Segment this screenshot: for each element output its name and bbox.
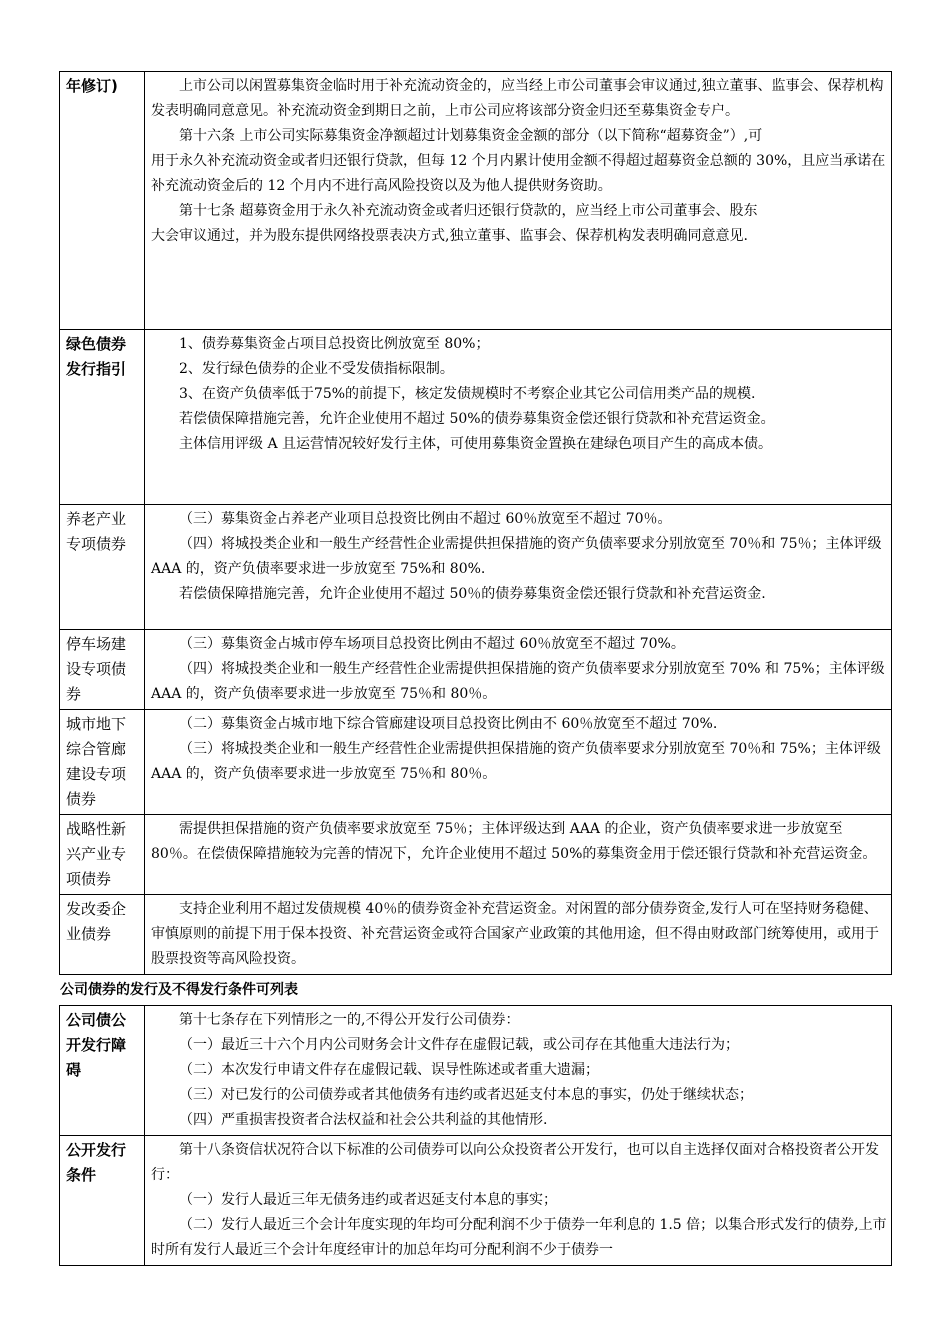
table-row	[60, 1136, 892, 1266]
paragraph: 若偿债保障措施完善，允许企业使用不超过 50%的债券募集资金偿还银行贷款和补充营运资金。	[179, 411, 775, 427]
table-row	[60, 710, 892, 815]
paragraph: 3、在资产负债率低于75%的前提下，核定发债规模时不考察企业其它公司信用类产品的规模.	[179, 386, 756, 402]
paragraph: （一）发行人最近三年无债务违约或者迟延支付本息的事实；	[179, 1192, 557, 1208]
row-content	[145, 1006, 892, 1136]
paragraph: 用于永久补充流动资金或者归还银行贷款，但每 12 个月内累计使用金额不得超过超募资金总额的 30%，且应当承诺在补充流动资金后的 12 个月内不进行高风险投资以及为他人提供财务资助。	[151, 153, 886, 194]
paragraph: 上市公司以闲置募集资金临时用于补充流动资金的，应当经上市公司董事会审议通过,独立董事、监事会、保荐机构发表明确同意意见。补充流动资金到期日之前，上市公司应将该部分资金归还至募集资金专户。	[151, 78, 884, 119]
paragraph: （三）对已发行的公司债券或者其他债务有违约或者迟延支付本息的事实，仍处于继续状态；	[179, 1087, 753, 1103]
row-content	[145, 895, 892, 975]
paragraph: （二）募集资金占城市地下综合管廊建设项目总投资比例由不 60％放宽至不超过 70%.	[179, 716, 718, 732]
row-label: 公司债公开发行障碍	[60, 1006, 145, 1136]
paragraph: 支持企业利用不超过发债规模 40％的债券资金补充营运资金。对闲置的部分债券资金,发行人可在坚持财务稳健、审慎原则的前提下用于保本投资、补充营运资金或符合国家产业政策的其他用途，但不得由财政部门统筹使用，或用于股票投资等高风险投资。	[151, 901, 879, 967]
table-row	[60, 330, 892, 505]
row-label: 绿色债券发行指引	[60, 330, 145, 505]
paragraph: （四）将城投类企业和一般生产经营性企业需提供担保措施的资产负债率要求分别放宽至 70％和 75％；主体评级 AAA 的，资产负债率要求进一步放宽至 75%和 80%.	[151, 536, 882, 577]
paragraph: （三）募集资金占养老产业项目总投资比例由不超过 60％放宽至不超过 70％。	[179, 511, 672, 527]
paragraph: （四）严重损害投资者合法权益和社会公共利益的其他情形.	[179, 1112, 548, 1128]
table-row	[60, 895, 892, 975]
row-content	[145, 630, 892, 710]
policy-table	[59, 71, 892, 975]
paragraph: 第十七条 超募资金用于永久补充流动资金或者归还银行贷款的，应当经上市公司董事会、股东	[179, 203, 758, 219]
row-content	[145, 505, 892, 630]
row-content	[145, 815, 892, 895]
paragraph: 若偿债保障措施完善，允许企业使用不超过 50％的债券募集资金偿还银行贷款和补充营运资金.	[179, 586, 766, 602]
paragraph: 1、债券募集资金占项目总投资比例放宽至 80%；	[179, 336, 490, 352]
paragraph: 第十八条资信状况符合以下标准的公司债券可以向公众投资者公开发行，也可以自主选择仅面对合格投资者公开发行：	[151, 1142, 879, 1183]
paragraph: （二）发行人最近三个会计年度实现的年均可分配利润不少于债券一年利息的 1.5 倍；以集合形式发行的债券,上市时所有发行人最近三个会计年度经审计的加总年均可分配利润不少于债券一	[151, 1217, 887, 1258]
row-label: 发改委企业债券	[60, 895, 145, 975]
paragraph: 主体信用评级 A 且运营情况较好发行主体，可使用募集资金置换在建绿色项目产生的高成本债。	[179, 436, 773, 452]
paragraph: （三）将城投类企业和一般生产经营性企业需提供担保措施的资产负债率要求分别放宽至 70％和 75%；主体评级 AAA 的，资产负债率要求进一步放宽至 75％和 80％。	[151, 741, 881, 782]
paragraph: 大会审议通过，并为股东提供网络投票表决方式,独立董事、监事会、保荐机构发表明确同意意见.	[151, 228, 748, 244]
row-label: 停车场建设专项债券	[60, 630, 145, 710]
paragraph: 2、发行绿色债券的企业不受发债指标限制。	[179, 361, 454, 377]
row-content	[145, 710, 892, 815]
row-content	[145, 1136, 892, 1266]
section-title: 公司债券的发行及不得发行条件可列表	[60, 982, 298, 998]
table-row	[60, 505, 892, 630]
paragraph: （四）将城投类企业和一般生产经营性企业需提供担保措施的资产负债率要求分别放宽至 70% 和 75%；主体评级 AAA 的，资产负债率要求进一步放宽至 75％和 80％。	[151, 661, 885, 702]
table-row	[60, 72, 892, 330]
row-label: 养老产业专项债券	[60, 505, 145, 630]
paragraph: 需提供担保措施的资产负债率要求放宽至 75％；主体评级达到 AAA 的企业，资产负债率要求进一步放宽至 80％。在偿债保障措施较为完善的情况下，允许企业使用不超过 50%的募集资金用于偿还银行贷款和补充营运资金。	[151, 821, 877, 862]
row-label: 城市地下综合管廊建设专项债券	[60, 710, 145, 815]
table-row	[60, 630, 892, 710]
paragraph: 第十七条存在下列情形之一的,不得公开发行公司债券：	[179, 1012, 520, 1028]
row-label: 战略性新兴产业专项债券	[60, 815, 145, 895]
paragraph: （三）募集资金占城市停车场项目总投资比例由不超过 60％放宽至不超过 70%。	[179, 636, 685, 652]
row-label: 年修订)	[60, 72, 145, 330]
paragraph: （二）本次发行申请文件存在虚假记载、误导性陈述或者重大遗漏；	[179, 1062, 599, 1078]
issuance-conditions-table	[59, 1005, 892, 1266]
row-label: 公开发行条件	[60, 1136, 145, 1266]
paragraph: 第十六条 上市公司实际募集资金净额超过计划募集资金金额的部分（以下简称“超募资金”）,可	[179, 128, 763, 144]
paragraph: （一）最近三十六个月内公司财务会计文件存在虚假记载，或公司存在其他重大违法行为；	[179, 1037, 739, 1053]
table-row	[60, 815, 892, 895]
row-content	[145, 72, 892, 330]
table-row	[60, 1006, 892, 1136]
row-content	[145, 330, 892, 505]
